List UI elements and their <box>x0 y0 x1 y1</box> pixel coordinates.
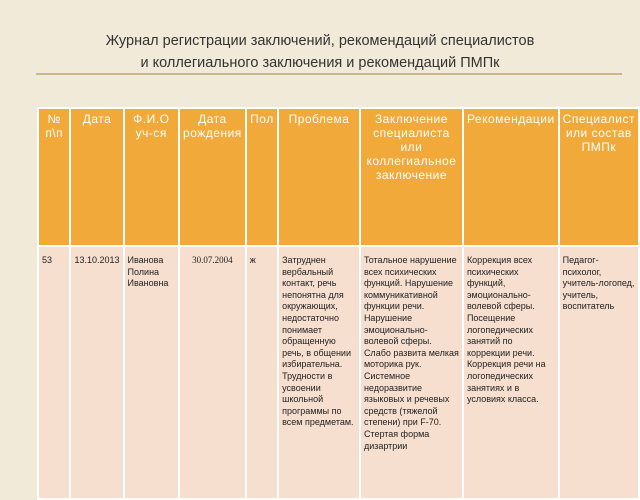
cell-date: 13.10.2013 <box>70 246 123 499</box>
header-date: Дата <box>70 108 123 246</box>
cell-specialist: Педагог-психолог, учитель-логопед, учитель, воспитатель <box>559 246 639 499</box>
title-divider <box>36 73 622 75</box>
table-row <box>38 246 639 499</box>
cell-name: Иванова Полина Ивановна <box>124 246 180 499</box>
header-problem: Проблема <box>278 108 360 246</box>
header-birth-date: Дата рождения <box>179 108 246 246</box>
header-specialist: Специалист или состав ПМПк <box>559 108 639 246</box>
title-line-2: и коллегиального заключения и рекомендаций ПМПк <box>140 55 500 71</box>
title-line-1: Журнал регистрации заключений, рекомендаций специалистов <box>105 33 535 49</box>
cell-problem: Затруднен вербальный контакт, речь непонятна для окружающих, недостаточно понимает обращенную речь, в общении избирательна. Трудности в усвоении школьной программы по всем предметам. <box>278 246 360 499</box>
page-title <box>40 30 600 74</box>
cell-sex: ж <box>246 246 278 499</box>
header-sex: Пол <box>246 108 278 246</box>
header-number: № п\п <box>38 108 70 246</box>
header-name: Ф.И.О уч-ся <box>124 108 180 246</box>
table-header-row <box>38 108 639 246</box>
cell-number: 53 <box>38 246 70 499</box>
registry-table <box>37 107 640 500</box>
header-conclusion: Заключение специалиста или коллегиальное заключение <box>360 108 463 246</box>
cell-conclusion: Тотальное нарушение всех психических функций. Нарушение коммуникативной функции речи. Нарушение эмоционально-волевой сферы. Слабо развита мелкая моторика рук. Системное недоразвитие языковых и речевых средств (тяжелой степени) при F-70. Стертая форма дизартрии <box>360 246 463 499</box>
header-recommendations: Рекомендации <box>463 108 559 246</box>
cell-birth-date: 30.07.2004 <box>179 246 246 499</box>
cell-recommendations: Коррекция всех психических функций, эмоционально-волевой сферы. Посещение логопедических занятий по коррекции речи. Коррекция речи на логопедических занятиях и в условиях класса. <box>463 246 559 499</box>
